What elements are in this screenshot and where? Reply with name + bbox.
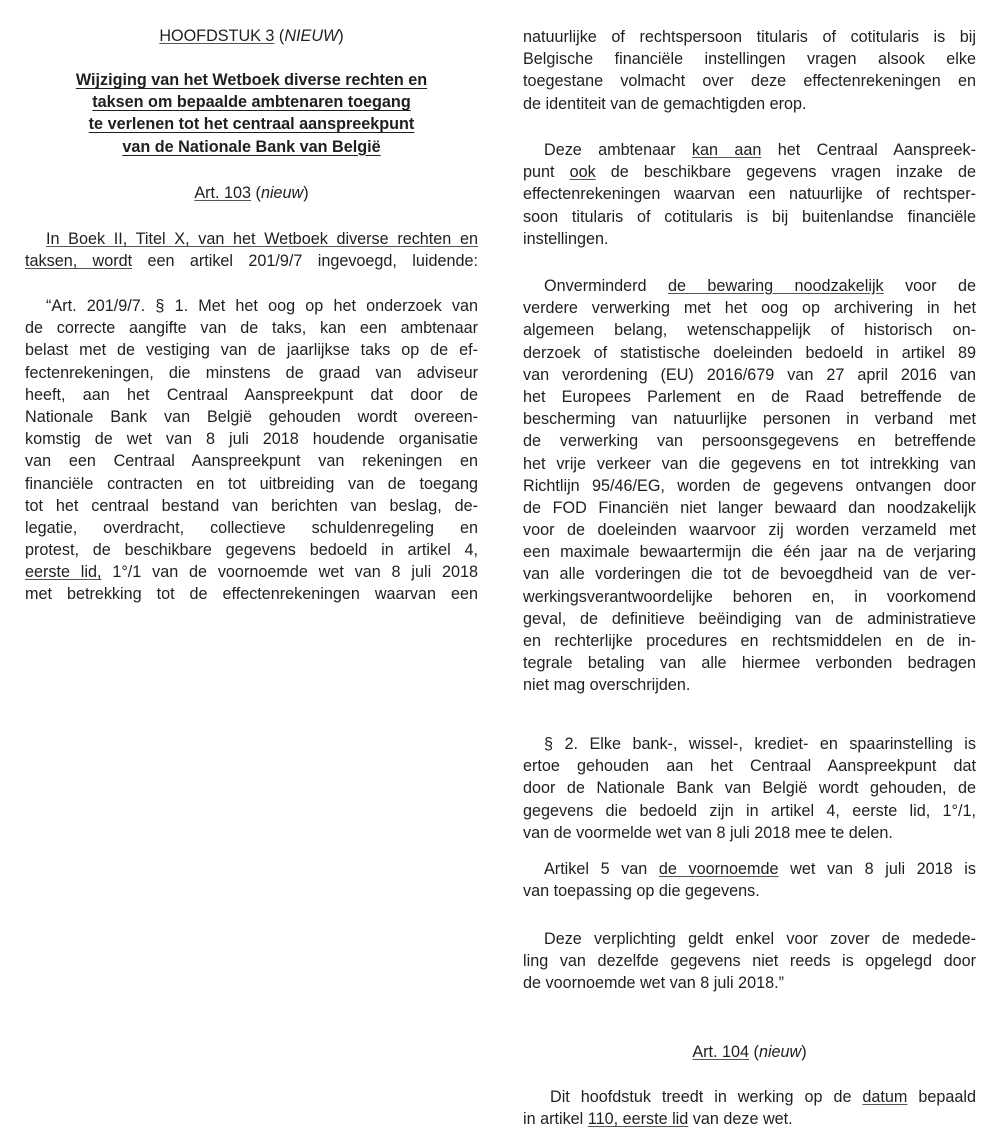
text-line: natuurlijke of rechtspersoon titularis of cotitularis is bij (523, 28, 976, 46)
text-line: Onverminderd de bewaring noodzakelijk voor de (544, 277, 976, 295)
text-line: komstig de wet van 8 juli 2018 houdende organisatie (25, 430, 478, 449)
text-line: de voornoemde wet van 8 juli 2018.” (523, 974, 784, 993)
chapter-title-line: van de Nationale Bank van België (122, 137, 381, 156)
underlined-amendment: de bewaring noodzakelijk (668, 277, 884, 295)
text-line: Richtlijn 95/46/EG, worden de gegevens ontvangen door (523, 476, 976, 495)
article-103-qualifier: nieuw (260, 184, 304, 202)
text-line: met betrekking tot de effectenrekeningen waarvan een (25, 585, 478, 604)
text-line: werkingsverantwoordelijke behoren en, in voorkomend (523, 587, 976, 606)
paragraph-6 (523, 928, 976, 995)
text-line: bescherming van natuurlijke personen in verband met (523, 410, 976, 429)
text-line: toegestane volmacht over deze effectenrekeningen en (523, 72, 976, 91)
underlined-amendment: eerste lid, (25, 563, 102, 582)
text-line: van een Centraal Aanspreekpunt van rekeningen en (25, 452, 478, 471)
article-104-label: Art. 104 (692, 1043, 750, 1061)
article-104-body (523, 1086, 976, 1130)
text-line: effectenrekeningen waarvan een natuurlijke of rechtsper- (523, 185, 976, 204)
text-line: financiële contracten en tot uitbreiding van de toegang (25, 474, 478, 493)
text-line: het Europees Parlement en de Raad betreffende de (523, 387, 976, 406)
text-line: van verordening (EU) 2016/679 van 27 april 2016 van (523, 365, 976, 384)
text-line: van alle vorderingen die tot de bevoegdheid van de ver- (523, 565, 976, 584)
text-line: Dit hoofdstuk treedt in werking op de datum bepaald (550, 1088, 976, 1106)
text-line: in artikel 110, eerste lid van deze wet. (523, 1110, 793, 1129)
text-line: derzoek of statistische doeleinden bedoeld in artikel 89 (523, 343, 976, 362)
text-line: geval, de definitieve beëindiging van de administratieve (523, 609, 976, 628)
text-line: een maximale bewaartermijn die één jaar na de verjaring (523, 543, 976, 562)
paragraph-3 (523, 275, 976, 697)
text-line: punt ook de beschikbare gegevens vragen inzake de (523, 163, 976, 182)
underlined-amendment: de voornoemde (658, 860, 779, 878)
text-line: door de Nationale Bank van België wordt gehouden, de (523, 779, 976, 798)
text-line: eerste lid, 1°/1 van de voornoemde wet van 8 juli 2018 (25, 563, 478, 582)
chapter-title-line: taksen om bepaalde ambtenaren toegang (92, 93, 411, 112)
chapter-qualifier: NIEUW (284, 27, 339, 45)
text-line: Deze verplichting geldt enkel voor zover de medede- (544, 930, 976, 948)
text-line: tegrale betaling van alle hiermee verbonden bedragen (523, 654, 976, 673)
text-line: ertoe gehouden aan het Centraal Aanspreekpunt dat (523, 757, 976, 776)
text-line: Nationale Bank van België gehouden wordt overeen- (25, 407, 478, 426)
article-103-intro: In Boek II, Titel X, van het Wetboek diverse rechten en taksen, wordt een artikel 201/9/7 ingevoegd, luidende: (25, 230, 478, 271)
text-line: belast met de vestiging van de jaarlijkse taks op de ef- (25, 341, 478, 360)
underlined-amendment: datum (862, 1088, 908, 1106)
paragraph-1-continued (523, 26, 976, 115)
text-line: Belgische financiële instellingen vragen alsook elke (523, 50, 976, 69)
chapter-title (25, 69, 478, 158)
text-line: het vrije verkeer van die gegevens en tot intrekking van (523, 454, 976, 473)
text-line: legatie, overdracht, collectieve schuldenregeling en (25, 518, 478, 537)
text-line: § 2. Elke bank-, wissel-, krediet- en spaarinstelling is (544, 735, 976, 753)
text-line: gegevens die bedoeld zijn in artikel 4, eerste lid, 1°/1, (523, 801, 976, 820)
chapter-title-line: te verlenen tot het centraal aanspreekpunt (88, 115, 415, 134)
intro-underlined-text: taksen, wordt (25, 252, 133, 271)
paragraph-2 (523, 139, 976, 250)
article-104-heading: Art. 104 (nieuw) (692, 1043, 807, 1061)
chapter-label: HOOFDSTUK 3 (159, 27, 275, 45)
underlined-amendment: ook (569, 163, 596, 182)
text-line: instellingen. (523, 229, 609, 248)
text-line: tot het centraal bestand van berichten van beslag, de- (25, 496, 478, 515)
text-line: de correcte aangifte van de taks, kan een ambtenaar (25, 319, 478, 338)
chapter-title-line: Wijziging van het Wetboek diverse rechten en (75, 71, 428, 89)
text-line: de FOD Financiën niet langer bewaard dan noodzakelijk (523, 498, 976, 517)
text-line: Deze ambtenaar kan aan het Centraal Aanspreek- (544, 141, 976, 159)
text-line: verdere verwerking met het oog op archivering in het (523, 299, 976, 318)
text-line: ling van dezelfde gegevens niet reeds is opgelegd door (523, 952, 976, 971)
article-104-qualifier: nieuw (758, 1043, 802, 1061)
underlined-amendment: kan aan (691, 141, 762, 159)
article-103-label: Art. 103 (194, 184, 252, 202)
paragraph-section-2 (523, 733, 976, 844)
text-line: voor de doeleinden waarvoor zij worden verzameld met (523, 521, 976, 540)
text-line: de verwerking van persoonsgegevens en betreffende (523, 432, 976, 451)
text-line: heeft, aan het Centraal Aanspreekpunt dat door de (25, 385, 478, 404)
text-line: en rechterlijke procedures en rechtsmiddelen en de in- (523, 632, 976, 650)
text-line: fectenrekeningen, die minstens de graad van adviseur (25, 363, 478, 382)
text-line: van de voormelde wet van 8 juli 2018 mee te delen. (523, 823, 893, 842)
text-line: “Art. 201/9/7. § 1. Met het oog op het onderzoek van (46, 297, 478, 315)
intro-underlined-text: In Boek II, Titel X, van het Wetboek diverse rechten en (46, 230, 478, 248)
text-line: de identiteit van de gemachtigden erop. (523, 94, 807, 113)
text-line: Artikel 5 van de voornoemde wet van 8 juli 2018 is (544, 860, 976, 878)
article-103-heading: Art. 103 (nieuw) (194, 184, 309, 202)
text-line: van toepassing op die gegevens. (523, 882, 760, 901)
paragraph-5 (523, 858, 976, 902)
article-201-9-7-paragraph-1 (25, 295, 478, 606)
chapter-heading: HOOFDSTUK 3 (NIEUW) (159, 27, 344, 45)
text-line: algemeen belang, wetenschappelijk of historisch on- (523, 321, 976, 340)
text-line: protest, de beschikbare gegevens bedoeld in artikel 4, (25, 541, 478, 560)
text-line: niet mag overschrijden. (523, 676, 691, 695)
text-line: soon titularis of cotitularis is bij buitenlandse financiële (523, 207, 976, 226)
underlined-amendment: 110, eerste lid (587, 1110, 689, 1129)
